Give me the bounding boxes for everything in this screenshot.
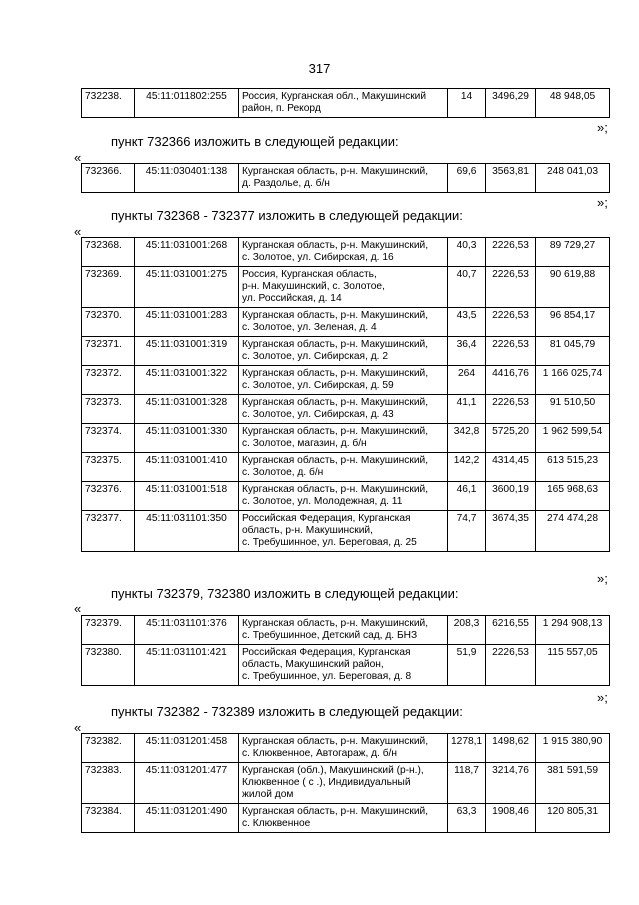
cell-rate: 2226,53: [486, 267, 536, 308]
address-line: Россия, Курганская обл., Макушинский: [242, 91, 427, 102]
address-line: Курганская область, р-н. Макушинский,: [242, 368, 429, 379]
table-row: [82, 337, 610, 366]
cell-address: [239, 616, 448, 645]
cell-item-number: 732372.: [82, 366, 135, 395]
cell-rate: 2226,53: [486, 337, 536, 366]
cell-area: 1278,1: [448, 734, 486, 763]
cell-address: [239, 511, 448, 552]
cell-address: [239, 482, 448, 511]
address-line: с. Золотое, ул. Зеленая, д. 4: [242, 322, 377, 333]
cell-rate: 3563,81: [486, 164, 536, 193]
table-row: [82, 308, 610, 337]
cell-item-number: 732371.: [82, 337, 135, 366]
address-line: Курганская область, р-н. Макушинский,: [242, 310, 429, 321]
address-line: Курганская (обл.), Макушинский (р-н.),: [242, 765, 424, 776]
address-line: жилой дом: [242, 789, 294, 800]
cell-value: 248 041,03: [536, 164, 610, 193]
cell-area: 46,1: [448, 482, 486, 511]
table-row: [82, 616, 610, 645]
cell-address: [239, 424, 448, 453]
table-row: [82, 734, 610, 763]
cell-value: 120 805,31: [536, 804, 610, 833]
cell-value: 1 915 380,90: [536, 734, 610, 763]
cell-item-number: 732373.: [82, 395, 135, 424]
cell-cadastral-number: 45:11:031001:328: [135, 395, 239, 424]
cell-rate: 6216,55: [486, 616, 536, 645]
cell-area: 69,6: [448, 164, 486, 193]
cell-address: [239, 453, 448, 482]
cell-area: 43,5: [448, 308, 486, 337]
cell-address: [239, 763, 448, 804]
cell-address: [239, 337, 448, 366]
cell-address: [239, 267, 448, 308]
cell-value: 1 166 025,74: [536, 366, 610, 395]
cell-value: 48 948,05: [536, 89, 610, 118]
cell-cadastral-number: 45:11:031001:330: [135, 424, 239, 453]
cell-value: 1 962 599,54: [536, 424, 610, 453]
cell-cadastral-number: 45:11:031001:322: [135, 366, 239, 395]
cell-value: 91 510,50: [536, 395, 610, 424]
cell-cadastral-number: 45:11:031001:518: [135, 482, 239, 511]
cell-value: 96 854,17: [536, 308, 610, 337]
cell-item-number: 732384.: [82, 804, 135, 833]
cell-area: 118,7: [448, 763, 486, 804]
cell-area: 40,7: [448, 267, 486, 308]
cell-area: 36,4: [448, 337, 486, 366]
cell-area: 41,1: [448, 395, 486, 424]
register-table: [81, 163, 610, 193]
table-row: [82, 366, 610, 395]
opening-quote: «: [74, 224, 82, 239]
address-line: д. Раздолье, д. б/н: [242, 178, 330, 189]
cell-cadastral-number: 45:11:031001:268: [135, 238, 239, 267]
address-line: Курганская область, р-н. Макушинский,: [242, 339, 429, 350]
cell-cadastral-number: 45:11:031201:477: [135, 763, 239, 804]
cell-value: 89 729,27: [536, 238, 610, 267]
cell-cadastral-number: 45:11:030401:138: [135, 164, 239, 193]
table-row: [82, 804, 610, 833]
closing-quote: »;: [597, 120, 608, 135]
cell-rate: 4314,45: [486, 453, 536, 482]
table-row: [82, 395, 610, 424]
table-row: [82, 511, 610, 552]
cell-item-number: 732238.: [82, 89, 135, 118]
address-line: с. Золотое, д. б/н: [242, 467, 324, 478]
address-line: Российская Федерация, Курганская: [242, 647, 411, 658]
address-line: ул. Российская, д. 14: [242, 293, 342, 304]
address-line: область, Макушинский район,: [242, 659, 384, 670]
table-row: [82, 424, 610, 453]
cell-rate: 3214,76: [486, 763, 536, 804]
address-line: Курганская область, р-н. Макушинский,: [242, 455, 429, 466]
cell-item-number: 732370.: [82, 308, 135, 337]
cell-address: [239, 804, 448, 833]
cell-cadastral-number: 45:11:031001:319: [135, 337, 239, 366]
cell-value: 1 294 908,13: [536, 616, 610, 645]
cell-area: 142,2: [448, 453, 486, 482]
cell-item-number: 732374.: [82, 424, 135, 453]
cell-address: [239, 645, 448, 686]
cell-rate: 1498,62: [486, 734, 536, 763]
cell-item-number: 732377.: [82, 511, 135, 552]
cell-cadastral-number: 45:11:031001:410: [135, 453, 239, 482]
address-line: район, п. Рекорд: [242, 103, 321, 114]
register-table: [81, 237, 610, 552]
opening-quote: «: [74, 601, 82, 616]
address-line: Клюквенное ( с .), Индивидуальный: [242, 777, 411, 788]
amendment-instruction: пункты 732368 - 732377 изложить в следующей редакции:: [111, 208, 463, 223]
table-row: [82, 645, 610, 686]
cell-rate: 2226,53: [486, 395, 536, 424]
cell-item-number: 732379.: [82, 616, 135, 645]
cell-address: [239, 89, 448, 118]
address-line: Курганская область, р-н. Макушинский,: [242, 426, 429, 437]
table-row: [82, 453, 610, 482]
cell-item-number: 732375.: [82, 453, 135, 482]
address-line: Курганская область, р-н. Макушинский,: [242, 484, 429, 495]
register-table: [81, 615, 610, 686]
closing-quote: »;: [597, 195, 608, 210]
address-line: р-н. Макушинский, с. Золотое,: [242, 281, 385, 292]
closing-quote: »;: [597, 571, 608, 586]
address-line: с. Требушинное, Детский сад, д. БНЗ: [242, 630, 418, 641]
address-line: Курганская область, р-н. Макушинский,: [242, 806, 429, 817]
cell-value: 165 968,63: [536, 482, 610, 511]
table-row: [82, 482, 610, 511]
address-line: Курганская область, р-н. Макушинский,: [242, 618, 429, 629]
address-line: с. Золотое, ул. Сибирская, д. 2: [242, 351, 388, 362]
cell-area: 264: [448, 366, 486, 395]
cell-item-number: 732382.: [82, 734, 135, 763]
cell-item-number: 732369.: [82, 267, 135, 308]
cell-item-number: 732376.: [82, 482, 135, 511]
address-line: Российская Федерация, Курганская: [242, 513, 411, 524]
cell-value: 115 557,05: [536, 645, 610, 686]
cell-area: 14: [448, 89, 486, 118]
cell-cadastral-number: 45:11:031101:376: [135, 616, 239, 645]
cell-area: 51,9: [448, 645, 486, 686]
cell-rate: 2226,53: [486, 645, 536, 686]
cell-item-number: 732368.: [82, 238, 135, 267]
cell-cadastral-number: 45:11:031201:490: [135, 804, 239, 833]
amendment-instruction: пункты 732379, 732380 изложить в следующей редакции:: [111, 586, 459, 601]
cell-rate: 4416,76: [486, 366, 536, 395]
cell-cadastral-number: 45:11:011802:255: [135, 89, 239, 118]
address-line: Курганская область, р-н. Макушинский,: [242, 397, 429, 408]
cell-cadastral-number: 45:11:031201:458: [135, 734, 239, 763]
cell-value: 81 045,79: [536, 337, 610, 366]
cell-rate: 3674,35: [486, 511, 536, 552]
address-line: с. Клюквенное, Автогараж, д. б/н: [242, 748, 398, 759]
address-line: с. Клюквенное: [242, 818, 311, 829]
address-line: с. Золотое, ул. Молодежная, д. 11: [242, 496, 403, 507]
cell-cadastral-number: 45:11:031001:275: [135, 267, 239, 308]
address-line: с. Требушинное, ул. Береговая, д. 25: [242, 537, 417, 548]
address-line: с. Золотое, ул. Сибирская, д. 43: [242, 409, 394, 420]
table-row: [82, 89, 610, 118]
cell-area: 208,3: [448, 616, 486, 645]
cell-cadastral-number: 45:11:031001:283: [135, 308, 239, 337]
opening-quote: «: [74, 720, 82, 735]
cell-address: [239, 308, 448, 337]
address-line: Россия, Курганская область,: [242, 269, 377, 280]
address-line: с. Золотое, магазин, д. б/н: [242, 438, 367, 449]
cell-rate: 1908,46: [486, 804, 536, 833]
cell-area: 74,7: [448, 511, 486, 552]
address-line: Курганская область, р-н. Макушинский,: [242, 240, 429, 251]
cell-rate: 2226,53: [486, 238, 536, 267]
address-line: с. Золотое, ул. Сибирская, д. 59: [242, 380, 394, 391]
table-row: [82, 267, 610, 308]
register-table: [81, 88, 610, 118]
cell-area: 40,3: [448, 238, 486, 267]
cell-cadastral-number: 45:11:031101:350: [135, 511, 239, 552]
cell-value: 90 619,88: [536, 267, 610, 308]
cell-rate: 2226,53: [486, 308, 536, 337]
cell-value: 274 474,28: [536, 511, 610, 552]
cell-cadastral-number: 45:11:031101:421: [135, 645, 239, 686]
opening-quote: «: [74, 150, 82, 165]
cell-area: 63,3: [448, 804, 486, 833]
amendment-instruction: пункт 732366 изложить в следующей редакции:: [111, 134, 399, 149]
table-row: [82, 238, 610, 267]
cell-address: [239, 395, 448, 424]
address-line: с. Требушинное, ул. Береговая, д. 8: [242, 671, 412, 682]
cell-value: 613 515,23: [536, 453, 610, 482]
address-line: Курганская область, р-н. Макушинский,: [242, 166, 429, 177]
address-line: область, р-н. Макушинский,: [242, 525, 373, 536]
table-row: [82, 763, 610, 804]
page-number: 317: [308, 61, 331, 76]
cell-value: 381 591,59: [536, 763, 610, 804]
cell-rate: 5725,20: [486, 424, 536, 453]
address-line: с. Золотое, ул. Сибирская, д. 16: [242, 252, 394, 263]
table-row: [82, 164, 610, 193]
cell-address: [239, 366, 448, 395]
cell-item-number: 732366.: [82, 164, 135, 193]
cell-rate: 3496,29: [486, 89, 536, 118]
cell-address: [239, 734, 448, 763]
cell-address: [239, 164, 448, 193]
register-table: [81, 733, 610, 833]
cell-item-number: 732383.: [82, 763, 135, 804]
cell-address: [239, 238, 448, 267]
closing-quote: »;: [597, 690, 608, 705]
cell-item-number: 732380.: [82, 645, 135, 686]
cell-area: 342,8: [448, 424, 486, 453]
cell-rate: 3600,19: [486, 482, 536, 511]
amendment-instruction: пункты 732382 - 732389 изложить в следующей редакции:: [111, 704, 463, 719]
address-line: Курганская область, р-н. Макушинский,: [242, 736, 429, 747]
